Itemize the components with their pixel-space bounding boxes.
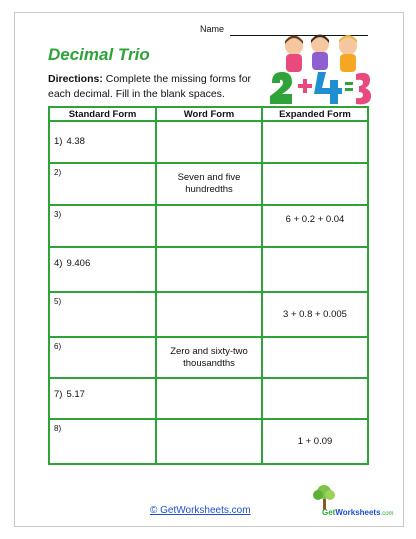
- word-value: Zero and sixty-two thousandths: [170, 345, 248, 369]
- number-four-icon: [314, 72, 342, 104]
- word-cell[interactable]: [156, 378, 262, 419]
- row-number: 5): [54, 297, 62, 306]
- expanded-value: 3 + 0.8 + 0.005: [283, 308, 347, 320]
- logo-worksheets: Worksheets: [335, 508, 381, 517]
- expanded-value: 6 + 0.2 + 0.04: [285, 214, 345, 225]
- table-header-row: [49, 107, 368, 121]
- word-cell[interactable]: [156, 337, 262, 378]
- row-number: 6): [54, 342, 62, 351]
- row-number: 8): [54, 424, 62, 433]
- standard-value: 4.38: [66, 136, 85, 147]
- table-row: [49, 247, 368, 292]
- plus-icon: [298, 79, 312, 93]
- standard-cell[interactable]: [49, 163, 156, 205]
- table-row: [49, 205, 368, 247]
- standard-cell[interactable]: [49, 337, 156, 378]
- kid-middle: [311, 35, 329, 71]
- word-cell[interactable]: [156, 163, 262, 205]
- tree-icon: [313, 485, 335, 510]
- header-standard-form: Standard Form: [49, 107, 156, 121]
- table-row: [49, 121, 368, 163]
- kid-left: [285, 36, 303, 73]
- header-expanded-form: Expanded Form: [262, 107, 368, 121]
- standard-value: 5.17: [66, 389, 85, 400]
- decimal-table: [48, 106, 369, 465]
- word-cell[interactable]: [156, 121, 262, 163]
- table-row: [49, 337, 368, 378]
- number-three-icon: [356, 73, 371, 104]
- word-cell[interactable]: [156, 205, 262, 247]
- row-number: 7): [54, 389, 63, 400]
- expanded-value: 1 + 0.09: [297, 435, 333, 447]
- standard-cell[interactable]: [49, 121, 156, 163]
- word-cell[interactable]: [156, 247, 262, 292]
- standard-cell[interactable]: [49, 205, 156, 247]
- logo-dot-com: .com: [380, 511, 394, 517]
- word-value: Seven and five hundredths: [177, 172, 241, 195]
- number-two-icon: [270, 72, 292, 104]
- directions-text: Complete the missing forms for each decimal. Fill in the blank spaces.: [48, 73, 252, 100]
- standard-cell[interactable]: [49, 419, 156, 464]
- row-number: 2): [54, 168, 62, 177]
- table-row: [49, 419, 368, 464]
- getworksheets-link[interactable]: © GetWorksheets.com: [150, 505, 251, 516]
- row-number: 1): [54, 136, 63, 147]
- logo-wordmark: [322, 508, 394, 517]
- standard-cell[interactable]: [49, 378, 156, 419]
- standard-cell[interactable]: [49, 247, 156, 292]
- name-label: Name: [200, 24, 225, 34]
- table-row: [49, 292, 368, 337]
- equals-icon: [345, 82, 353, 91]
- kids-numbers-illustration: [268, 32, 372, 106]
- expanded-cell[interactable]: [262, 419, 368, 464]
- table-row: [49, 163, 368, 205]
- kid-right: [339, 35, 357, 72]
- expanded-cell[interactable]: [262, 205, 368, 247]
- standard-cell[interactable]: [49, 292, 156, 337]
- standard-value: 9.406: [66, 258, 91, 269]
- word-cell[interactable]: [156, 419, 262, 464]
- logo-get: Get: [322, 508, 336, 517]
- expanded-cell[interactable]: [262, 247, 368, 292]
- worksheet-title: Decimal Trio: [48, 45, 150, 64]
- expanded-cell[interactable]: [262, 337, 368, 378]
- expanded-cell[interactable]: [262, 121, 368, 163]
- expanded-cell[interactable]: [262, 292, 368, 337]
- row-number: 4): [54, 258, 63, 269]
- row-number: 3): [54, 210, 62, 219]
- expanded-cell[interactable]: [262, 163, 368, 205]
- table-row: [49, 378, 368, 419]
- word-cell[interactable]: [156, 292, 262, 337]
- directions-label: Directions:: [48, 73, 103, 85]
- directions: [48, 72, 270, 102]
- expanded-cell[interactable]: [262, 378, 368, 419]
- header-word-form: Word Form: [156, 107, 262, 121]
